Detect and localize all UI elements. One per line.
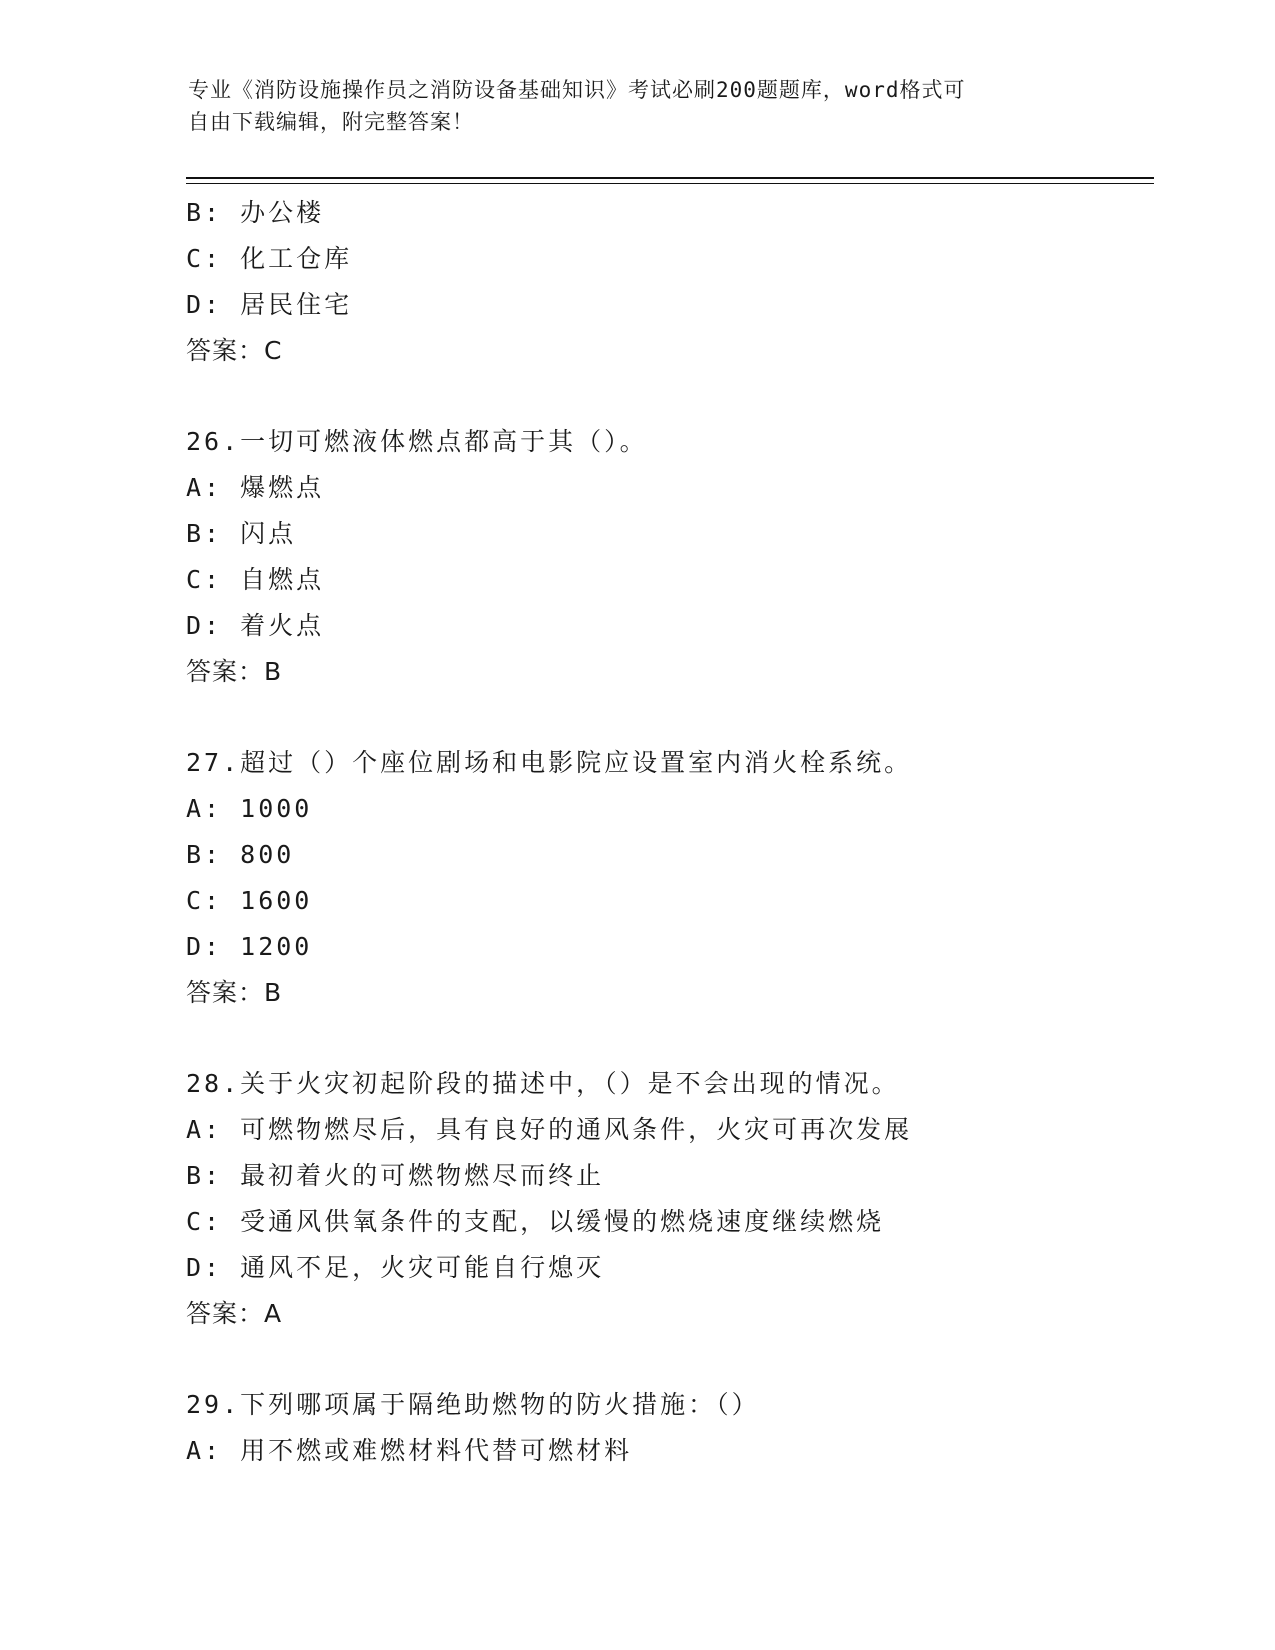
option-a: A: 1000 xyxy=(186,794,313,823)
option-b: B: 办公楼 xyxy=(186,198,325,227)
header-rule-thick xyxy=(186,177,1154,179)
answer-line: 答案：B xyxy=(186,978,283,1007)
header-line-2: 自由下载编辑，附完整答案！ xyxy=(188,110,474,134)
answer-line: 答案：A xyxy=(186,1299,283,1328)
question-stem: 29.下列哪项属于隔绝助燃物的防火措施：（） xyxy=(186,1390,760,1419)
option-b: B: 800 xyxy=(186,840,295,869)
option-c: C: 1600 xyxy=(186,886,313,915)
option-d: D: 居民住宅 xyxy=(186,290,353,319)
option-d: D: 通风不足，火灾可能自行熄灭 xyxy=(186,1253,605,1282)
option-d: D: 着火点 xyxy=(186,611,325,640)
option-a: A: 可燃物燃尽后，具有良好的通风条件，火灾可再次发展 xyxy=(186,1115,913,1144)
option-c: C: 受通风供氧条件的支配，以缓慢的燃烧速度继续燃烧 xyxy=(186,1207,885,1236)
option-d: D: 1200 xyxy=(186,932,313,961)
option-b: B: 闪点 xyxy=(186,519,297,548)
header-rule-thin xyxy=(186,183,1154,184)
answer-line: 答案：B xyxy=(186,657,283,686)
option-c: C: 化工仓库 xyxy=(186,244,353,273)
question-block-partial xyxy=(186,190,1146,374)
answer-line: 答案：C xyxy=(186,336,283,365)
header-line-1: 专业《消防设施操作员之消防设备基础知识》考试必刷200题题库，word格式可 xyxy=(188,78,966,102)
option-b: B: 最初着火的可燃物燃尽而终止 xyxy=(186,1161,605,1190)
question-stem: 28.关于火灾初起阶段的描述中，（）是不会出现的情况。 xyxy=(186,1069,900,1098)
question-stem: 27.超过（）个座位剧场和电影院应设置室内消火栓系统。 xyxy=(186,748,913,777)
option-c: C: 自燃点 xyxy=(186,565,325,594)
question-block-29 xyxy=(186,1382,1146,1474)
option-a: A: 用不燃或难燃材料代替可燃材料 xyxy=(186,1436,633,1465)
question-block-28 xyxy=(186,1061,1146,1337)
question-list xyxy=(186,190,1146,1474)
option-a: A: 爆燃点 xyxy=(186,473,325,502)
document-header xyxy=(188,74,1088,138)
question-stem: 26.一切可燃液体燃点都高于其（）。 xyxy=(186,427,648,456)
question-block-26 xyxy=(186,419,1146,695)
question-block-27 xyxy=(186,740,1146,1016)
